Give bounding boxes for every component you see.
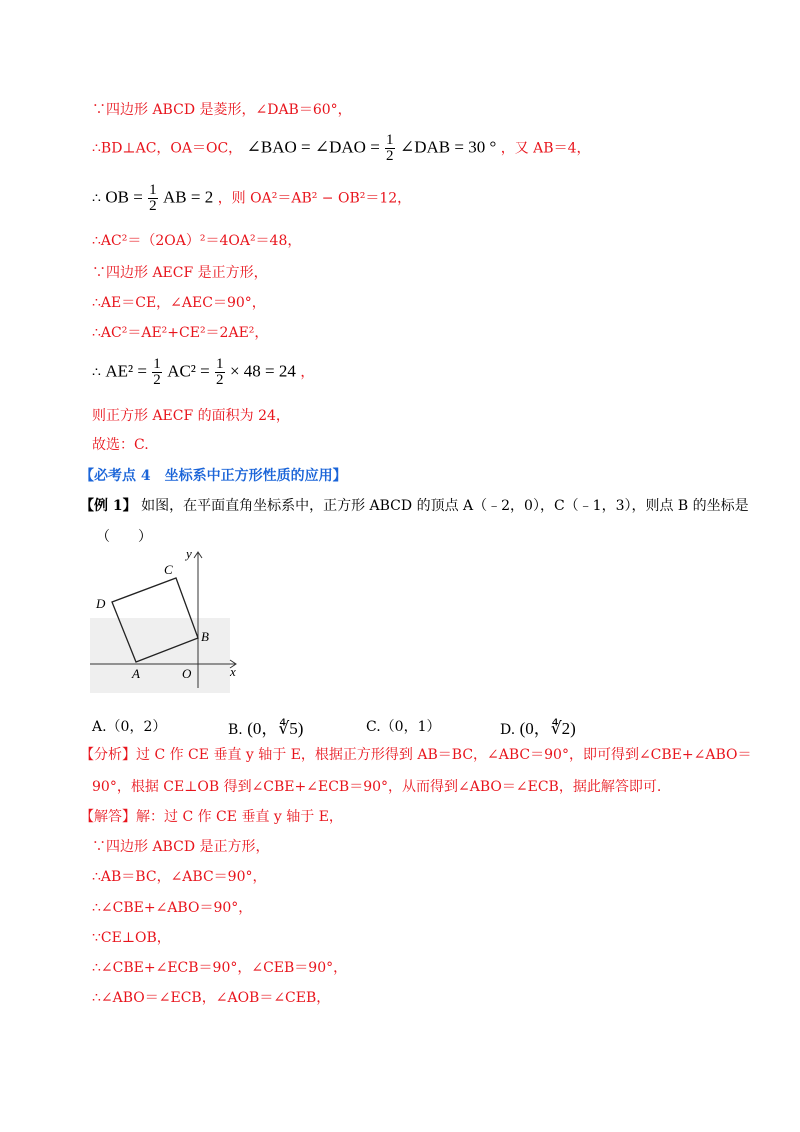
solution-line-7: ∴AC²＝AE²+CE²＝2AE²，: [92, 325, 269, 341]
example-label: 【例 1】: [80, 498, 137, 514]
answer-line-5: ∵CE⊥OB，: [92, 930, 171, 946]
section-heading: 【必考点 4 坐标系中正方形性质的应用】: [80, 468, 347, 484]
line2-math2: ∠DAB = 30 °: [399, 137, 497, 157]
line8-pre: ∴: [92, 364, 101, 381]
option-b-prefix: B.: [228, 722, 243, 738]
label-O: O: [182, 666, 192, 681]
line3-math2: AB = 2: [163, 187, 214, 207]
line8-post: ，: [300, 364, 315, 381]
coordinate-figure: [90, 548, 250, 693]
solution-line-6: ∴AE＝CE，∠AEC＝90°，: [92, 295, 266, 311]
line3-fraction: $\frac{1}{2}$: [149, 182, 157, 214]
answer-line-1: 【解答】解：过 C 作 CE 垂直 y 轴于 E，: [80, 809, 343, 825]
option-c: C.（0，1）: [366, 719, 441, 735]
solution-line-2: [92, 133, 590, 164]
solution-line-1: ∵四边形 ABCD 是菱形，∠DAB＝60°，: [92, 102, 352, 118]
figure-shade: [90, 618, 230, 693]
analysis-line-2: 90°，根据 CE⊥OB 得到∠CBE+∠ECB＝90°，从而得到∠ABO＝∠ECB，据此解答即可.: [92, 779, 662, 795]
label-x: x: [230, 664, 236, 679]
label-B: B: [201, 629, 209, 644]
example-question: [80, 497, 749, 515]
label-D: D: [96, 596, 106, 611]
analysis-line-1: 【分析】过 C 作 CE 垂直 y 轴于 E，根据正方形得到 AB＝BC，∠ABC＝90°，即可得到∠CBE+∠ABO＝: [80, 747, 752, 763]
solution-line-4: ∴AC²＝（2OA）²＝4OA²＝48，: [92, 233, 302, 249]
line3-pre: ∴: [92, 190, 101, 207]
line2-fraction: $\frac{1}{2}$: [386, 132, 394, 164]
line2-pre: ∴BD⊥AC，OA＝OC，: [92, 140, 243, 157]
option-d-value: (0，∜2): [519, 719, 576, 738]
option-a: A.（0，2）: [92, 719, 167, 735]
label-C: C: [164, 562, 173, 577]
answer-line-4: ∴∠CBE+∠ABO＝90°，: [92, 900, 253, 916]
example-blank: （ ）: [96, 529, 152, 545]
option-b: [228, 714, 303, 739]
line3-math: OB =: [105, 187, 148, 207]
solution-line-3: [92, 183, 411, 214]
label-A: A: [132, 666, 140, 681]
line8-fraction-1: $\frac{1}{2}$: [153, 356, 161, 388]
option-b-value: (0，∜5): [247, 719, 304, 738]
option-d-prefix: D.: [500, 722, 516, 738]
answer-line-3: ∴AB＝BC，∠ABC＝90°，: [92, 869, 267, 885]
line8-math3: × 48 = 24: [229, 361, 296, 381]
option-d: [500, 714, 576, 739]
solution-line-9: 则正方形 AECF 的面积为 24，: [92, 408, 290, 424]
line8-math2: AC² =: [167, 361, 214, 381]
solution-line-10: 故选：C.: [92, 437, 149, 453]
answer-line-2: ∵四边形 ABCD 是正方形，: [92, 839, 270, 855]
example-text: 如图，在平面直角坐标系中，正方形 ABCD 的顶点 A（﹣2，0），C（﹣1，3），则点 B 的坐标是: [141, 498, 749, 514]
solution-line-5: ∵四边形 AECF 是正方形，: [92, 265, 268, 281]
line2-math: ∠BAO = ∠DAO =: [246, 137, 385, 157]
label-y: y: [186, 548, 192, 561]
line8-math: AE² =: [105, 361, 152, 381]
solution-line-8: [92, 357, 314, 388]
line2-post: ，又 AB＝4，: [500, 140, 591, 157]
answer-line-7: ∴∠ABO＝∠ECB，∠AOB＝∠CEB，: [92, 990, 331, 1006]
line3-post: ，则 OA²＝AB² − OB²＝12，: [217, 190, 412, 207]
line8-fraction-2: $\frac{1}{2}$: [216, 356, 224, 388]
answer-line-6: ∴∠CBE+∠ECB＝90°，∠CEB＝90°，: [92, 960, 348, 976]
